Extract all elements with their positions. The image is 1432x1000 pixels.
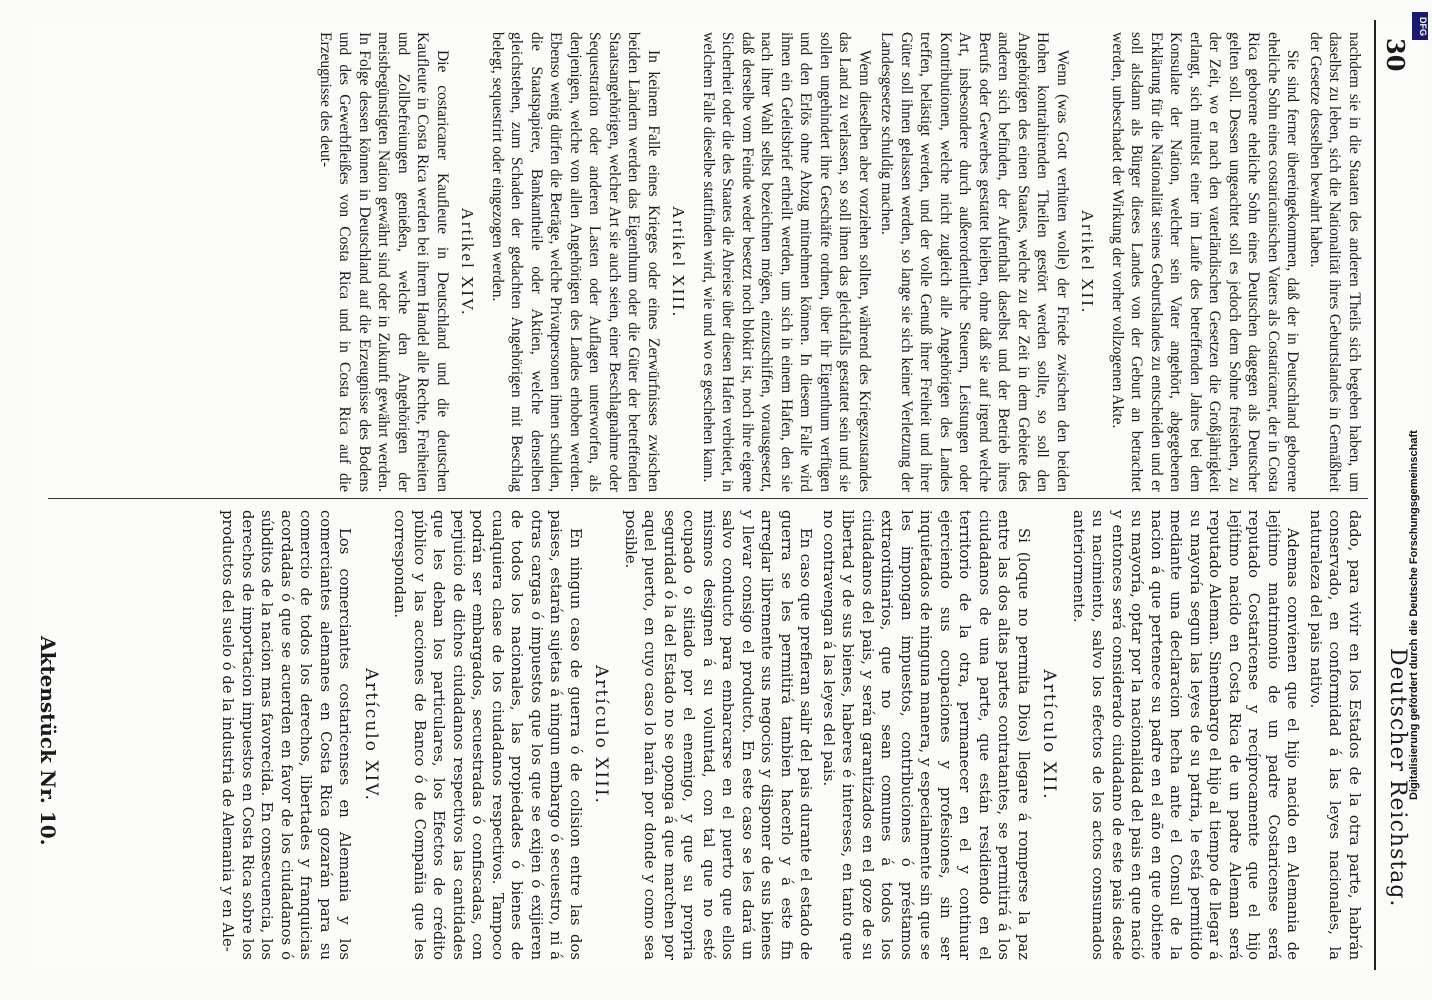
spanish-paragraph: Si (loque no permita Dios) llegare á romperse la paz entre las dos altas partes contratantes, se permitirá á los ciudadanos de una parte, que están residiendo en el territorio de la otra, permanecer en el y continuar ejerciendo sus ocupaciones y profesiones, sin ser inquietados de ninguna manera, y especialmente sin que se les impongan impuestos, contribuciones ó préstamos extraordinarios, que no sean comunes á todos los ciudadanos del pais, y serán garantizados en el goze de su libertad y de sus bienes, haberes é intereses, en tanto que no contravengan á las leyes del pais. [820, 510, 1032, 960]
german-article-xiii-heading: Artikel XIII. [669, 206, 689, 318]
document-number: Aktenstück Nr. 10. [36, 636, 60, 846]
spanish-paragraph: En ningun caso de guerra ó de colision entre las dos paises, estarán sujetas á ningun embargo ó secuestro, ni á otras cargas ó impuestos que los que se exijen ó exijieren de todos los nacionales, las propiedades ó bienes de cualquiera clase de los ciudadanos respectivos. Tampoco podrán ser embargados, secuestradas ó confiscadas, con perjuicio de dichos ciudadanos respectivos las cantidades que les deban los particulares, los Efectos de crédito público y las acciones de Banco ó de Compañia que les correspondan. [391, 510, 584, 960]
german-paragraph: In keinem Falle eines Krieges oder eines Zerwürfnisses zwischen beiden Ländern werden das Eigenthum oder die Güter der betreffenden Staatsangehörigen, welcher Art sie auch seien, einer Beschlagnahme oder Sequestration oder anderen Lasten oder Auflagen unterworfen, als denjenigen, welche von allen Angehörigen des Landes erhoben werden. Ebenso wenig dürfen die Beträge, welche Privatpersonen ihnen schulden, die Staatspapiere, Bankantheile oder Aktien, welche denselben gleichstehen, zum Schaden der gedachten Angehörigen mit Beschlag belegt, sequestrirt oder eingezogen werden. [489, 32, 662, 492]
german-paragraph: Wenn (was Gott verhüten wolle) der Friede zwischen den beiden Hohen kontrahirenden Theilen gestört werden sollte, so soll den Angehörigen des einen Staates, welche zu der Zeit in dem Gebiete des anderen sich befinden, der Aufenthalt daselbst und der Betrieb ihres Berufs oder Gewerbes gestattet bleiben, ohne daß sie auf irgend welche Art, insbesondere durch außerordentliche Steuern, Leistungen oder Kontributionen, welche nicht zugleich alle Angehörigen des Landes treffen, belästigt werden, und der volle Genuß ihrer Freiheit und ihrer Güter soll ihnen gelassen werden, so lange sie sich keiner Verletzung der Landesgesetze schuldig machen. [878, 32, 1071, 492]
publication-title: Deutscher Reichstag. [1385, 648, 1410, 908]
digitisation-notice: Digitalisierung gefördert durch die Deutsche Forschungsgemeinschaft [1408, 430, 1420, 800]
column-divider [48, 498, 1368, 499]
spanish-article-xiii-heading: Artículo XIII. [591, 665, 612, 805]
german-column [74, 32, 1364, 492]
spanish-paragraph: Ademas convienen que el hijo nacido en Alemania de lejítimo matrimonio de un padre Costaricense será reputado Costaricense y recíprocamente que el hijo lejítimo nacido en Costa Rica de un padre Aleman será reputado Aleman. Sinembargo el hijo al tiempo de llegar á su mayoría segun las leyes de su patria, le está permitido mediante una declaracion hecha ante el Consul de la nacion á que pertenece su padre en el año en que obtiene su mayoría, optar por la nacionalidad del pais en que nació y entonces será considerado ciudadano de este pais desde su nacimiento, salvo los efectos de los actos consumados anteriormente. [1070, 510, 1302, 960]
spanish-article-xii-heading: Artículo XII. [1039, 669, 1060, 801]
german-article-xii-heading: Artikel XII. [1078, 209, 1098, 315]
spanish-column [74, 510, 1364, 960]
spanish-paragraph: dado, para vivir en los Estados de la otra parte, habrán conservado, en conformidad á las leyes nacionales, la naturaleza del pais nativo. [1307, 510, 1363, 960]
german-paragraph: nachdem sie in die Staaten des anderen Theils sich begeben haben, um daselbst zu leben, sich die Nationalität ihres Geburtslandes in Gemäßheit der Gesetze desselben bewahrt haben. [1307, 32, 1363, 492]
german-paragraph: Die costaricaner Kaufleute in Deutschland und die deutschen Kaufleute in Costa Rica werden bei ihrem Handel alle Rechte, Freiheiten und Zollbefreiungen genießen, welche den Angehörigen der meistbegünstigten Nation gewährt sind oder in Zukunft gewährt werden. In Folge dessen können in Deutschland auf die Erzeugnisse des Bodens und des Gewerbfleißes von Costa Rica und in Costa Rica auf die Erzeugnisse des deut- [317, 32, 451, 492]
dfg-logo: DFG [1412, 12, 1428, 40]
german-paragraph: Wenn dieselben aber vorziehen sollten, während des Kriegszustandes das Land zu verlassen, so soll ihnen das gleichfalls gestattet sein und sie sollen ungehindert ihre Geschäfte ordnen, über ihr Eigenthum verfügen und den Erlös ohne Abzug mitnehmen können. In diesem Falle wird ihnen ein Geleitsbrief ertheilt werden, um sich in einem Hafen, den sie nach ihrer Wahl selbst bezeichnen mögen, einzuschiffen, vorausgesetzt, daß derselbe vom Feinde weder besetzt noch blokirt ist, noch ihre eigene Sicherheit oder die des Staates die Abreise über diesen Hafen verbietet, in welchem Falle dieselbe stattfinden wird, wie und wo es geschehen kann. [700, 32, 873, 492]
rotated-document-page [32, 20, 1424, 970]
page-number: 30 [1381, 38, 1410, 72]
spanish-paragraph: Los comerciantes costaricenses en Alemania y los comerciantes alemanes en Costa Rica gozarán para su comercio de todos los derechos, libertades y franquicias acordadas ó que se acuerden en favor de los ciudadanos ó súbditos de la nacion mas favorecida. En consecuencia, los derechos de importacion impuestos en Costa Rica sobre los productos del suelo ó de la industria de Alemania y en Ale- [219, 510, 354, 960]
spanish-article-xiv-heading: Artículo XIV. [361, 668, 381, 802]
spanish-paragraph: En caso que prefieran salir del pais durante el estado de guerra se les permitirá tambien hacerlo y á este fin arreglar libremente sus negocios y disponer de sus bienes y llevar consigo el producto. En este caso se les dará un salvo conducto para embarcarse en el puerto que ellos mismos designen á su voluntad, con tal que no esté ocupado o sitiado por el enemigo, y que su propria seguridad ó la del Estado no se oponga á que marchen por aquel puerto, en cuyo caso lo harán por donde y como sea posible. [622, 510, 815, 960]
german-article-xiv-heading: Artikel XIV. [458, 207, 478, 317]
german-paragraph: Sie sind ferner übereingekommen, daß der in Deutschland geborene eheliche Sohn eines costaricanischen Vaters als Costaricaner, der in Costa Rica geborene eheliche Sohn eines Deutschen dagegen als Deutscher gelten soll. Dessen ungeachtet soll es jedoch dem Sohne freistehen, zu der Zeit, wo er nach den vaterländischen Gesetzen die Großjährigkeit erlangt, sich mittelst einer im Laufe des betreffenden Jahres bei dem Konsulate der Nation, welcher sein Vater angehört, abgegebenen Erklärung für die Nationalität seines Geburtslandes zu entscheiden und er soll alsdann als Bürger dieses Landes von der Geburt an betrachtet werden, unbeschadet der Wirkung der vorher vollzogenen Akte. [1109, 32, 1302, 492]
header-rule [1374, 20, 1376, 970]
